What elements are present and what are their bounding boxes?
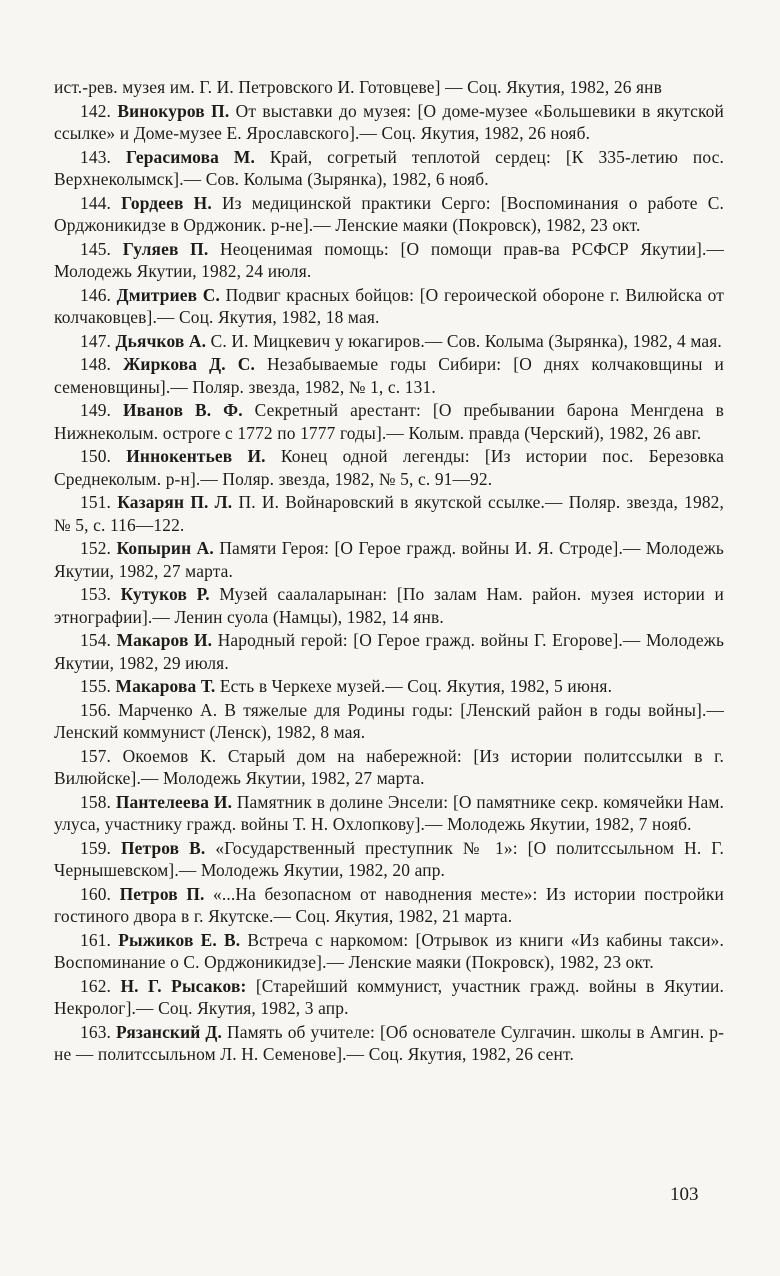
entry-text: От выставки до музея: [О доме-музее «Большевики в якутской ссылке» и Доме-музее Е. Ярославского].— Соц. Якутия, 1982, 26 нояб. (54, 100, 724, 143)
bibliography-entry (54, 330, 724, 352)
entry-text: Из медицинской практики Серго: [Воспоминания о работе С. Орджоникидзе в Орджоник. р-не].— Ленские маяки (Покровск), 1982, 23 окт. (54, 192, 724, 235)
bibliography-entry (54, 399, 724, 444)
entry-number: 162. (80, 975, 112, 996)
entry-number: 148. (80, 354, 112, 375)
entry-text: Неоценимая помощь: [О помощи прав-ва РСФСР Якутии].— Молодежь Якутии, 1982, 24 июля. (54, 238, 725, 281)
entry-author: Гордеев Н. (121, 192, 212, 213)
entry-text: [Старейший коммунист, участник гражд. войны в Якутии. Некролог].— Соц. Якутия, 1982, 3 апр. (54, 975, 725, 1019)
entry-text: «Государственный преступник № 1»: [О политссыльном Н. Г. Чернышевском].— Молодежь Якутии, 1982, 20 апр. (54, 837, 724, 881)
bibliography-entry (54, 445, 724, 490)
entry-author: Петров В. (121, 837, 206, 858)
entry-text: Встреча с наркомом: [Отрывок из книги «Из кабины такси». Воспоминание о С. Орджоникидзе].— Ленские маяки (Покровск), 1982, 23 окт. (54, 929, 725, 973)
bibliography-entry (54, 100, 724, 145)
entry-author: Кутуков Р. (120, 584, 210, 605)
entry-author: Жиркова Д. С. (123, 354, 255, 375)
entry-text: ист.-рев. музея им. Г. И. Петровского И. Готовцеве] — Соц. Якутия, 1982, 26 янв (54, 77, 663, 97)
entry-author: Герасимова М. (125, 146, 255, 167)
entry-number: 159. (80, 837, 112, 858)
bibliography-entry (54, 675, 724, 697)
entry-number: 149. (80, 400, 112, 421)
entry-number: 145. (80, 238, 112, 259)
page-number: 103 (670, 1184, 699, 1205)
bibliography-entry (54, 192, 724, 237)
entry-number: 157. (80, 745, 112, 766)
entry-number: 161. (80, 929, 112, 950)
entry-text: Незабываемые годы Сибири: [О днях колчаковщины и семеновщины].— Поляр. звезда, 1982, № 1, с. 131. (54, 354, 724, 397)
entry-author: Рыжиков Е. В. (118, 929, 241, 950)
entry-number: 151. (80, 492, 112, 513)
entry-number: 154. (80, 630, 112, 651)
bibliography-entry (54, 791, 724, 836)
entry-author: Рязанский Д. (116, 1021, 223, 1042)
bibliography-entry (54, 745, 724, 790)
entry-text: Конец одной легенды: [Из истории пос. Березовка Среднеколым. р-н].— Поляр. звезда, 1982, № 5, с. 91—92. (54, 446, 724, 489)
bibliography-entry (54, 583, 724, 628)
entry-number: 146. (80, 284, 112, 305)
entry-author: Дьячков А. (115, 330, 207, 351)
entry-author: Петров П. (119, 883, 205, 904)
bibliography-entry (54, 699, 724, 744)
entry-number: 143. (80, 146, 112, 167)
entry-text: Памятник в долине Энсели: [О памятнике секр. комячейки Нам. улуса, участнику гражд. войны Т. Н. Охлопкову].— Молодежь Якутии, 1982, 7 нояб. (54, 791, 724, 835)
entry-number: 152. (80, 538, 112, 559)
entry-author: Винокуров П. (117, 100, 230, 121)
bibliography-entry (54, 929, 724, 974)
entry-text: «...На безопасном от наводнения месте»: Из истории постройки гостиного двора в г. Якутске.— Соц. Якутия, 1982, 21 марта. (54, 883, 724, 927)
entry-number: 144. (80, 192, 112, 213)
entry-number: 153. (80, 584, 112, 605)
bibliography-entry (54, 975, 724, 1020)
entry-number: 147. (80, 330, 112, 351)
entry-author: Макарова Т. (115, 676, 216, 697)
entry-author: Пантелеева И. (115, 791, 233, 812)
entry-number: 163. (80, 1021, 112, 1042)
entry-author: Копырин А. (116, 538, 214, 559)
entry-text: Подвиг красных бойцов: [О героической обороне г. Вилюйска от колчаковцев].— Соц. Якутия, 1982, 18 мая. (54, 284, 724, 327)
bibliography-entry (54, 837, 724, 882)
entry-author: Иванов В. Ф. (122, 400, 243, 421)
bibliography-page (54, 76, 724, 1067)
entry-text: Память об учителе: [Об основателе Сулгачин. школы в Амгин. р-не — политссыльном Л. Н. Семенове].— Соц. Якутия, 1982, 26 сент. (54, 1021, 725, 1065)
entry-author: Гуляев П. (122, 238, 209, 259)
entry-text: Край, согретый теплотой сердец: [К 335-летию пос. Верхнеколымск].— Сов. Колыма (Зырянка), 1982, 6 нояб. (54, 146, 724, 189)
bibliography-entry (54, 146, 724, 191)
entry-text: Секретный арестант: [О пребывании барона Менгдена в Нижнеколым. остроге с 1772 по 1777 годы].— Колым. правда (Черский), 1982, 26 авг. (54, 400, 725, 443)
bibliography-entry (54, 76, 724, 98)
entry-text: Музей саалаларынан: [По залам Нам. район. музея истории и этнографии].— Ленин суола (Намцы), 1982, 14 янв. (54, 584, 725, 627)
entry-number: 142. (80, 100, 112, 121)
entry-author: Макаров И. (116, 630, 213, 651)
entry-author: Дмитриев С. (116, 284, 220, 305)
entry-number: 155. (80, 676, 112, 697)
entry-text: Марченко А. В тяжелые для Родины годы: [Ленский район в годы войны].— Ленский коммунист (Ленск), 1982, 8 мая. (54, 699, 725, 743)
bibliography-entry (54, 353, 724, 398)
bibliography-entry (54, 629, 724, 674)
bibliography-entry (54, 238, 724, 283)
entry-text: Есть в Черкехе музей.— Соц. Якутия, 1982, 5 июня. (219, 676, 613, 697)
entry-text: Памяти Героя: [О Герое гражд. войны И. Я. Строде].— Молодежь Якутии, 1982, 27 марта. (54, 538, 725, 581)
entry-number: 150. (80, 446, 112, 467)
entry-number: 156. (80, 699, 112, 720)
entry-author: Иннокентьев И. (126, 446, 266, 467)
bibliography-entry (54, 1021, 724, 1066)
entry-number: 158. (80, 791, 112, 812)
bibliography-entry (54, 537, 724, 582)
bibliography-entry (54, 883, 724, 928)
bibliography-entry (54, 284, 724, 329)
entry-text: Окоемов К. Старый дом на набережной: [Из истории политссылки в г. Вилюйске].— Молодежь Якутии, 1982, 27 марта. (54, 745, 724, 789)
entry-number: 160. (80, 883, 112, 904)
entry-author: Казарян П. Л. (117, 492, 233, 513)
entry-author: Н. Г. Рысаков: (120, 975, 247, 996)
bibliography-entry (54, 491, 724, 536)
entry-text: Народный герой: [О Герое гражд. войны Г. Егорове].— Молодежь Якутии, 1982, 29 июля. (54, 630, 725, 673)
entry-text: С. И. Мицкевич у юкагиров.— Сов. Колыма (Зырянка), 1982, 4 мая. (210, 330, 722, 351)
entry-text: П. И. Войнаровский в якутской ссылке.— Поляр. звезда, 1982, № 5, с. 116—122. (54, 492, 725, 535)
